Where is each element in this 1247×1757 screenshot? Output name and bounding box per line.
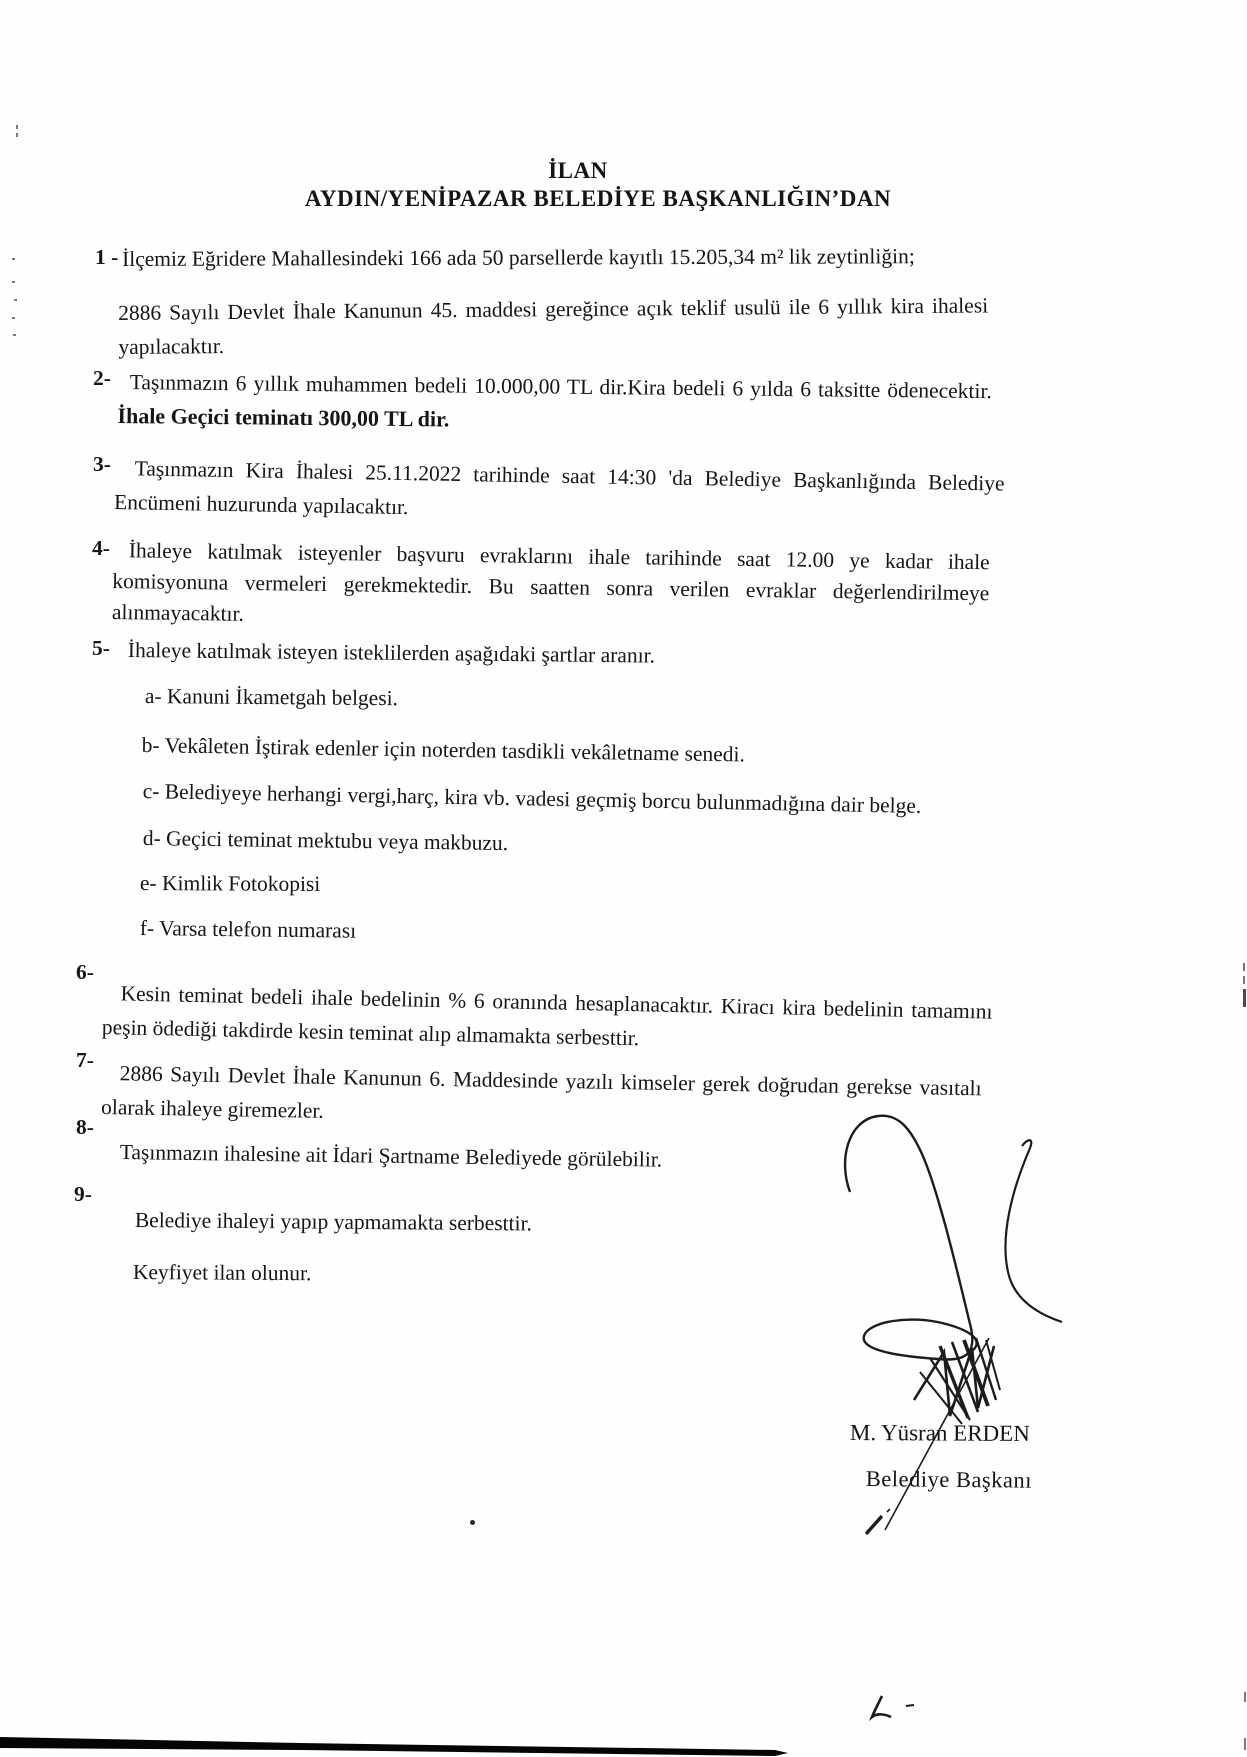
item-2-number: 2-: [93, 366, 111, 390]
scan-edge-artifact: [0, 1730, 1247, 1757]
item-8-number: 8-: [76, 1115, 94, 1139]
item-4-number: 4-: [92, 536, 110, 560]
scan-edge-dash: [1244, 1692, 1246, 1702]
item-9-number: 9-: [74, 1182, 92, 1206]
item-5-number: 5-: [92, 636, 110, 660]
scan-speck: [12, 258, 15, 260]
scan-edge-dash: [1244, 1738, 1246, 1750]
item-1-text: İlçemiz Eğridere Mahallesindeki 166 ada 50 parsellerde kayıtlı 15.205,34 m² lik zeytinliğin;: [122, 244, 915, 271]
subitem-e: e- Kimlik Fotokopisi: [139, 871, 321, 896]
scan-edge-dash: [1243, 963, 1245, 971]
item-6-text: Kesin teminat bedeli ihale bedelinin % 6 oranında hesaplanacaktır. Kiracı kira bedelinin tamamını peşin ödediği takdirde kesin teminat alıp almamakta serbesttir.: [101, 981, 993, 1051]
item-8-text: Taşınmazın ihalesine ait İdari Şartname Belediyede görülebilir.: [119, 1139, 663, 1172]
item-3-number: 3-: [93, 452, 111, 476]
item-5-text: İhaleye katılmak isteyen isteklilerden aşağıdaki şartlar aranır.: [127, 637, 656, 668]
scan-speck: [470, 1520, 475, 1525]
subitem-b: b- Vekâleten İştirak edenler için noterden tasdikli vekâletname senedi.: [141, 732, 746, 767]
subitem-d: d- Geçici teminat mektubu veya makbuzu.: [142, 825, 509, 856]
item-1-text2: 2886 Sayılı Devlet İhale Kanunun 45. maddesi gereğince açık teklif usulü ile 6 yıllık kira ihalesi yapılacaktır.: [118, 293, 989, 359]
scan-speck: [12, 317, 15, 319]
item-2-text: [117, 365, 992, 442]
subitem-c: c- Belediyeye herhangi vergi,harç, kira vb. vadesi geçmiş borcu bulunmadığına dair belge.: [142, 778, 922, 818]
scan-edge-dash: [1243, 989, 1246, 1007]
scan-speck: [14, 299, 17, 301]
closing-statement: Keyfiyet ilan olunur.: [132, 1260, 312, 1286]
signatory-role: Belediye Başkanı: [865, 1466, 1033, 1493]
scan-speck: [12, 281, 15, 283]
item-4-text: İhaleye katılmak isteyenler başvuru evraklarını ihale tarihinde saat 12.00 ye kadar ihale komisyonuna vermeleri gerekmektedir. Bu saatten sonra verilen evraklar değerlendirilmeye alınmayacaktır.: [111, 538, 990, 626]
scan-speck: [16, 133, 18, 137]
subitem-a: a- Kanuni İkametgah belgesi.: [144, 683, 399, 711]
item-7-text: 2886 Sayılı Devlet İhale Kanunun 6. Maddesinde yazılı kimseler gerek doğrudan gerekse vasıtalı olarak ihaleye giremezler.: [100, 1061, 982, 1123]
page-subtitle: AYDIN/YENİPAZAR BELEDİYE BAŞKANLIĞIN’DAN: [304, 186, 892, 211]
item-2-text-normal: Taşınmazın 6 yıllık muhammen bedeli 10.000,00 TL dir.Kira bedeli 6 yılda 6 taksitte ödenecektir.: [129, 370, 992, 404]
item-2-text-bold: İhale Geçici teminatı 300,00 TL dir.: [117, 402, 450, 432]
scan-edge-dash: [1243, 976, 1245, 984]
handwritten-mark-icon: [868, 1694, 938, 1724]
signatory-name: M. Yüsran ERDEN: [849, 1420, 1030, 1446]
scan-speck: [13, 334, 16, 336]
subitem-f: f- Varsa telefon numarası: [139, 915, 357, 943]
page-title: İLAN: [548, 158, 608, 183]
item-7-number: 7-: [76, 1048, 94, 1072]
item-3-text: Taşınmazın Kira İhalesi 25.11.2022 tarihinde saat 14:30 'da Belediye Başkanlığında Belediye Encümeni huzurunda yapılacaktır.: [113, 456, 1005, 520]
scan-speck: [16, 125, 18, 129]
item-9-text: Belediye ihaleyi yapıp yapmamakta serbesttir.: [134, 1207, 532, 1236]
signature-scribble-icon: [700, 1100, 1100, 1560]
item-1-number: 1 -: [95, 245, 119, 269]
item-6-number: 6-: [76, 960, 94, 984]
